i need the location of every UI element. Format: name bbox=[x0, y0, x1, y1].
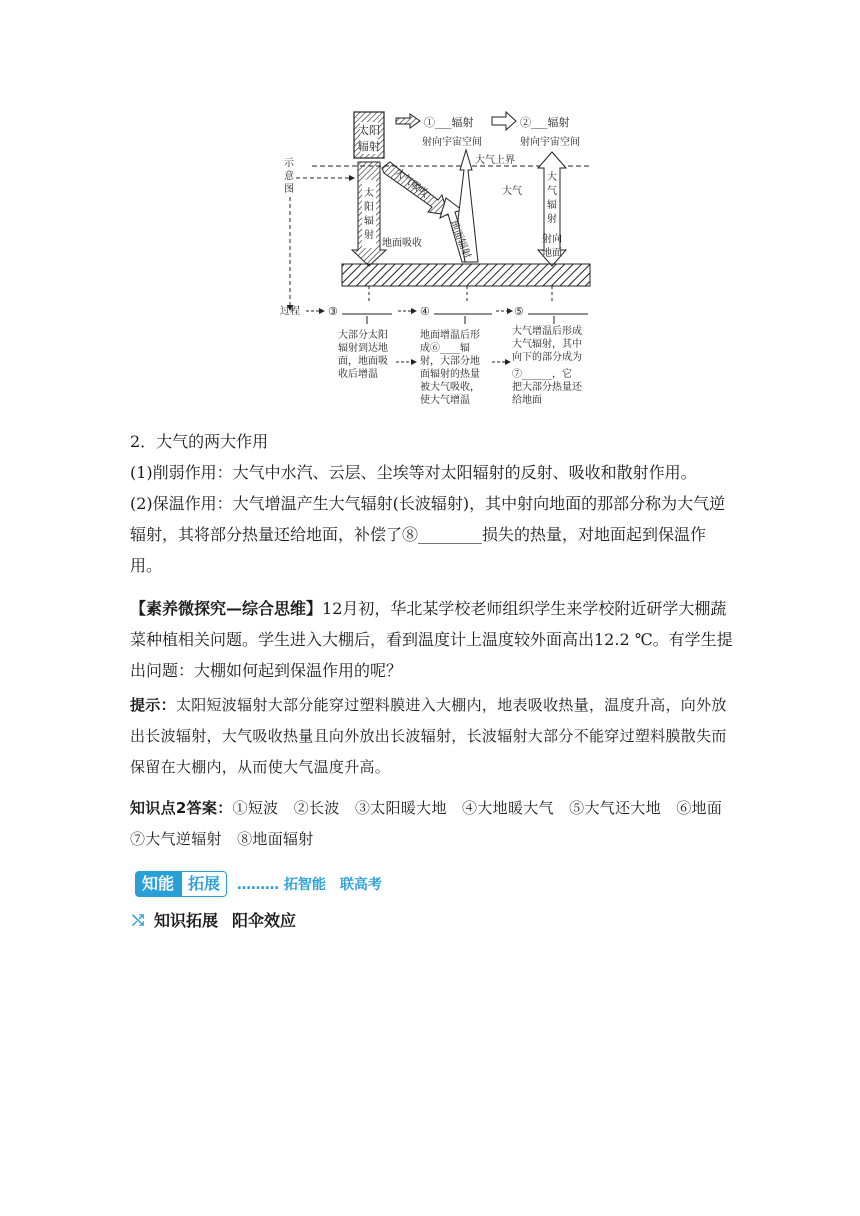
ground-rad-label: 地面辐射 bbox=[447, 219, 473, 261]
hint-block bbox=[130, 690, 735, 783]
paragraph-insulate: (2)保温作用：大气增温产生大气辐射(长波辐射)，其中射向地面的那部分称为大气逆辐射，其将部分热量还给地面，补偿了⑧________损失的热量，对地面起到保温作用。 bbox=[130, 494, 726, 575]
svg-text:辐: 辐 bbox=[547, 200, 557, 211]
svg-text:大: 大 bbox=[547, 172, 557, 183]
step-4: ④ bbox=[420, 305, 430, 318]
answer-label: 知识点2答案： bbox=[130, 799, 233, 817]
extension-label: 知识拓展 bbox=[154, 911, 219, 930]
svg-text:射: 射 bbox=[547, 214, 557, 225]
reflect-arrow bbox=[396, 114, 420, 128]
svg-text:辐: 辐 bbox=[364, 216, 374, 227]
svg-text:地面: 地面 bbox=[542, 248, 562, 259]
banner-tag-1: 知能 bbox=[135, 871, 181, 897]
ground-surface bbox=[342, 264, 590, 286]
svg-text:太: 太 bbox=[364, 188, 374, 199]
svg-text:大部分太阳: 大部分太阳 bbox=[338, 330, 388, 341]
svg-text:给地面: 给地面 bbox=[512, 395, 542, 406]
longwave-out-arrow bbox=[492, 112, 516, 130]
atmosphere-heating-diagram bbox=[270, 100, 610, 420]
svg-text:图: 图 bbox=[284, 184, 294, 195]
svg-text:射: 射 bbox=[364, 230, 374, 241]
svg-text:被大气吸收，: 被大气吸收， bbox=[420, 382, 480, 393]
svg-text:使大气增温: 使大气增温 bbox=[420, 395, 470, 406]
explore-body: 12月初，华北某学校老师组织学生来学校附近研学大棚蔬菜种植相关问题。学生进入大棚后，看到温度计上温度较外面高出12.2 ℃。有学生提出问题：大棚如何起到保温作用的呢？ bbox=[130, 599, 733, 680]
absorb-diag-label: 大气吸收 bbox=[392, 166, 431, 200]
knowledge-extension bbox=[132, 908, 296, 931]
svg-text:阳: 阳 bbox=[364, 202, 374, 213]
svg-text:面辐射的热量: 面辐射的热量 bbox=[420, 369, 480, 380]
svg-text:射向: 射向 bbox=[542, 234, 562, 245]
top-label-2: ②___辐射 bbox=[520, 116, 570, 129]
svg-text:地面增温后形: 地面增温后形 bbox=[420, 330, 480, 341]
desc-4 bbox=[420, 328, 480, 406]
section-banner bbox=[135, 870, 382, 898]
desc-3 bbox=[338, 328, 388, 380]
svg-text:射，大部分地: 射，大部分地 bbox=[420, 356, 480, 367]
top-label-1: ①___辐射 bbox=[424, 116, 474, 129]
svg-text:辐射: 辐射 bbox=[358, 140, 380, 153]
svg-text:大气增温后形成: 大气增温后形成 bbox=[512, 326, 582, 337]
section-heading: 2．大气的两大作用 bbox=[130, 432, 269, 451]
svg-text:面，地面吸: 面，地面吸 bbox=[338, 356, 388, 367]
upper-boundary-label: 大气上界 bbox=[475, 155, 515, 166]
paragraph-weaken: (1)削弱作用：大气中水汽、云层、尘埃等对太阳辐射的反射、吸收和散射作用。 bbox=[130, 463, 697, 482]
hint-body: 太阳短波辐射大部分能穿过塑料膜进入大棚内，地表吸收热量，温度升高，向外放出长波辐射，大气吸收热量且向外放出长波辐射，长波辐射大部分不能穿过塑料膜散失而保留在大棚内，从而使大气温度升高。 bbox=[130, 696, 727, 776]
atmosphere-label: 大气 bbox=[502, 186, 522, 197]
svg-text:大气辐射，其中: 大气辐射，其中 bbox=[512, 339, 582, 350]
top-label-1-sub: 射向宇宙空间 bbox=[422, 137, 482, 148]
explore-block bbox=[130, 593, 735, 686]
answer-block bbox=[130, 793, 738, 855]
desc-5 bbox=[512, 324, 583, 406]
extension-topic: 阳伞效应 bbox=[232, 911, 297, 930]
explore-title: 【素养微探究—综合思维】 bbox=[130, 599, 323, 618]
svg-text:气: 气 bbox=[547, 186, 557, 197]
banner-subtitle: ……… 拓智能 联高考 bbox=[237, 877, 382, 893]
svg-text:收后增温: 收后增温 bbox=[338, 369, 378, 380]
svg-text:成⑥____辐: 成⑥____辐 bbox=[420, 343, 470, 354]
svg-text:⑦______，它: ⑦______，它 bbox=[512, 369, 572, 380]
svg-text:辐射到达地: 辐射到达地 bbox=[338, 343, 388, 354]
shuffle-icon: ⤭ bbox=[132, 910, 145, 929]
process-label: 过程 bbox=[280, 306, 300, 317]
sun-box-label: 太阳 bbox=[358, 124, 380, 137]
hint-label: 提示： bbox=[130, 696, 176, 714]
svg-text:向下的部分成为: 向下的部分成为 bbox=[512, 352, 582, 363]
step-5: ⑤ bbox=[514, 305, 524, 318]
svg-text:把大部分热量还: 把大部分热量还 bbox=[512, 382, 582, 393]
banner-tag-2: 拓展 bbox=[181, 871, 227, 897]
top-label-2-sub: 射向宇宙空间 bbox=[520, 137, 580, 148]
answer-body: ①短波 ②长波 ③太阳暖大地 ④大地暖大气 ⑤大气还大地 ⑥地面 ⑦大气逆辐射 ⑧地面辐射 bbox=[130, 799, 738, 848]
ground-absorb-label: 地面吸收 bbox=[382, 238, 422, 249]
step-3: ③ bbox=[328, 305, 338, 318]
svg-text:意: 意 bbox=[284, 171, 294, 182]
side-label: 示 bbox=[284, 158, 294, 169]
